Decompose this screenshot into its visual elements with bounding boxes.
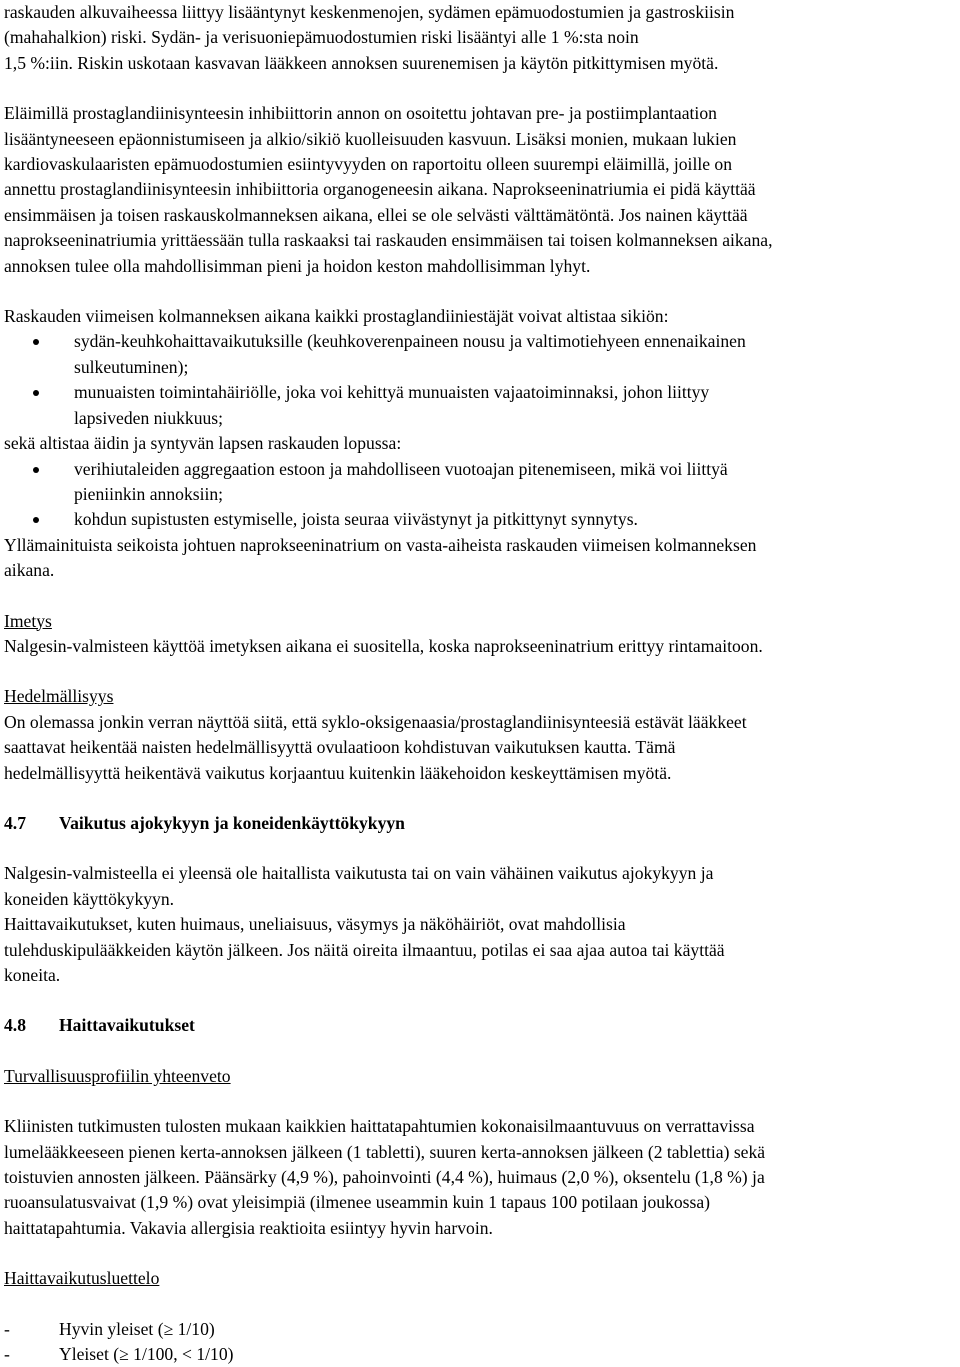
- intro-line: 1,5 %:iin. Riskin uskotaan kasvavan lääkkeen annoksen suurenemisen ja käytön pitkittymisen myötä.: [4, 52, 719, 73]
- section-number: 4.8: [4, 1015, 26, 1036]
- safety-summary-paragraph: Kliinisten tutkimusten tulosten mukaan kaikkien haittatapahtumien kokonaisilmaantuvuus on verrattavissa lumelääkkeeseen pienen kerta-annoksen jälkeen (1 tabletti), suuren kerta-annoksen jälkeen (2 tablettia) sekä toistuvien annosten jälkeen. Päänsärky (4,9 %), pahoinvointi (4,4 %), huimaus (2,0 %), oksentelu (1,8 %) ja ruoansulatusvaivat (1,9 %) ovat yleisimpiä (ilmenee useammin kuin 1 tapaus 100 potilaan joukossa) haittatapahtumia. Vakavia allergisia reaktioita esiintyy hyvin harvoin.: [4, 1116, 766, 1238]
- animal-line: lisääntyneeseen epäonnistumiseen ja alkio/sikiö kuolleisuuden kasvuun. Lisäksi monien, mukaan lukien: [4, 128, 737, 149]
- safety-summary-title: Turvallisuusprofiilin yhteenveto: [4, 1065, 231, 1086]
- frequency-list: [4, 1317, 956, 1367]
- intro-paragraph: [4, 0, 956, 76]
- animal-line: Eläimillä prostaglandiinisynteesin inhibiittorin annon on osoitettu johtavan pre- ja postiimplantaation: [4, 103, 717, 124]
- section-number: 4.7: [4, 812, 26, 833]
- third-trimester-intro: Raskauden viimeisen kolmanneksen aikana kaikki prostaglandiiniestäjät voivat altistaa sikiön:: [4, 306, 669, 327]
- mother-risk-list: [4, 457, 956, 533]
- fetus-risk-list: [4, 329, 956, 431]
- list-item: verihiutaleiden aggregaation estoon ja mahdolliseen vuotoajan pitenemiseen, mikä voi liittyä pieniinkin annoksiin;: [4, 457, 956, 508]
- section-heading-4-8: [4, 1013, 956, 1038]
- driving-paragraph: Nalgesin-valmisteella ei yleensä ole haitallista vaikutusta tai on vain vähäinen vaikutus ajokykyyn ja koneiden käyttökykyyn. Haittavaikutukset, kuten huimaus, uneliaisuus, väsymys ja näköhäiriöt, ovat mahdollisia tulehduskipulääkkeiden käytön jälkeen. Jos näitä oireita ilmaantuu, potilas ei saa ajaa autoa tai käyttää koneita.: [4, 863, 725, 985]
- list-item: - Yleiset (≥ 1/100, < 1/10): [4, 1342, 956, 1367]
- section-title: Vaikutus ajokykyyn ja koneidenkäyttökykyyn: [59, 812, 405, 833]
- bullet-icon: [33, 467, 39, 473]
- list-item: sydän-keuhkohaittavaikutuksille (keuhkoverenpaineen nousu ja valtimotiehyeen ennenaikainen sulkeutuminen);: [4, 329, 956, 380]
- list-item: - Hyvin yleiset (≥ 1/10): [4, 1317, 956, 1342]
- animal-line: naprokseeninatriumia yrittäessään tulla raskaaksi tai raskauden ensimmäisen tai toisen kolmanneksen aikana,: [4, 230, 773, 251]
- bullet-icon: [33, 339, 39, 345]
- dash-marker: -: [4, 1344, 10, 1365]
- mother-risk-intro: sekä altistaa äidin ja syntyvän lapsen raskauden lopussa:: [4, 433, 402, 454]
- bullet-icon: [33, 390, 39, 396]
- animal-line: annettu prostaglandiinisynteesin inhibiittoria organogeneesin aikana. Naprokseeninatriumia ei pidä käyttää: [4, 179, 756, 200]
- dash-marker: -: [4, 1318, 10, 1339]
- fertility-title: Hedelmällisyys: [4, 686, 114, 707]
- section-title: Haittavaikutukset: [59, 1015, 195, 1036]
- list-item: munuaisten toimintahäiriölle, joka voi kehittyä munuaisten vajaatoiminnaksi, johon liittyy lapsiveden niukkuus;: [4, 380, 956, 431]
- section-heading-4-7: [4, 811, 956, 836]
- animal-line: ensimmäisen ja toisen raskauskolmanneksen aikana, ellei se ole selvästi välttämätöntä. Jos nainen käyttää: [4, 204, 748, 225]
- animal-studies-paragraph: [4, 101, 956, 279]
- animal-line: kardiovaskulaaristen epämuodostumien esiintyvyyden on raportoitu olleen suurempi eläimillä, joille on: [4, 154, 733, 175]
- breastfeeding-title: Imetys: [4, 610, 52, 631]
- bullet-icon: [33, 517, 39, 523]
- fertility-paragraph: On olemassa jonkin verran näyttöä siitä, että syklo-oksigenaasia/prostaglandiinisynteesiä estävät lääkkeet saattavat heikentää naisten hedelmällisyyttä ovulaatioon kohdistuvan vaikutuksen kautta. Tämä hedelmällisyyttä heikentävä vaikutus korjaantuu kuitenkin lääkehoidon keskeyttämisen myötä.: [4, 711, 747, 783]
- adverse-reactions-list-title: Haittavaikutusluettelo: [4, 1268, 160, 1289]
- list-item: kohdun supistusten estymiselle, joista seuraa viivästynyt ja pitkittynyt synnytys.: [4, 507, 956, 532]
- breastfeeding-text: Nalgesin-valmisteen käyttöä imetyksen aikana ei suositella, koska naprokseeninatrium erittyy rintamaitoon.: [4, 635, 763, 656]
- contraindication-conclusion: Yllämainituista seikoista johtuen naprokseeninatrium on vasta-aiheista raskauden viimeisen kolmanneksen aikana.: [4, 534, 757, 581]
- animal-line: annoksen tulee olla mahdollisimman pieni ja hoidon keston mahdollisimman lyhyt.: [4, 255, 591, 276]
- intro-line: (mahahalkion) riski. Sydän- ja verisuoniepämuodostumien riski lisääntyi alle 1 %:sta noin: [4, 27, 639, 48]
- intro-line: raskauden alkuvaiheessa liittyy lisääntynyt keskenmenojen, sydämen epämuodostumien ja gastroskiisin: [4, 2, 735, 22]
